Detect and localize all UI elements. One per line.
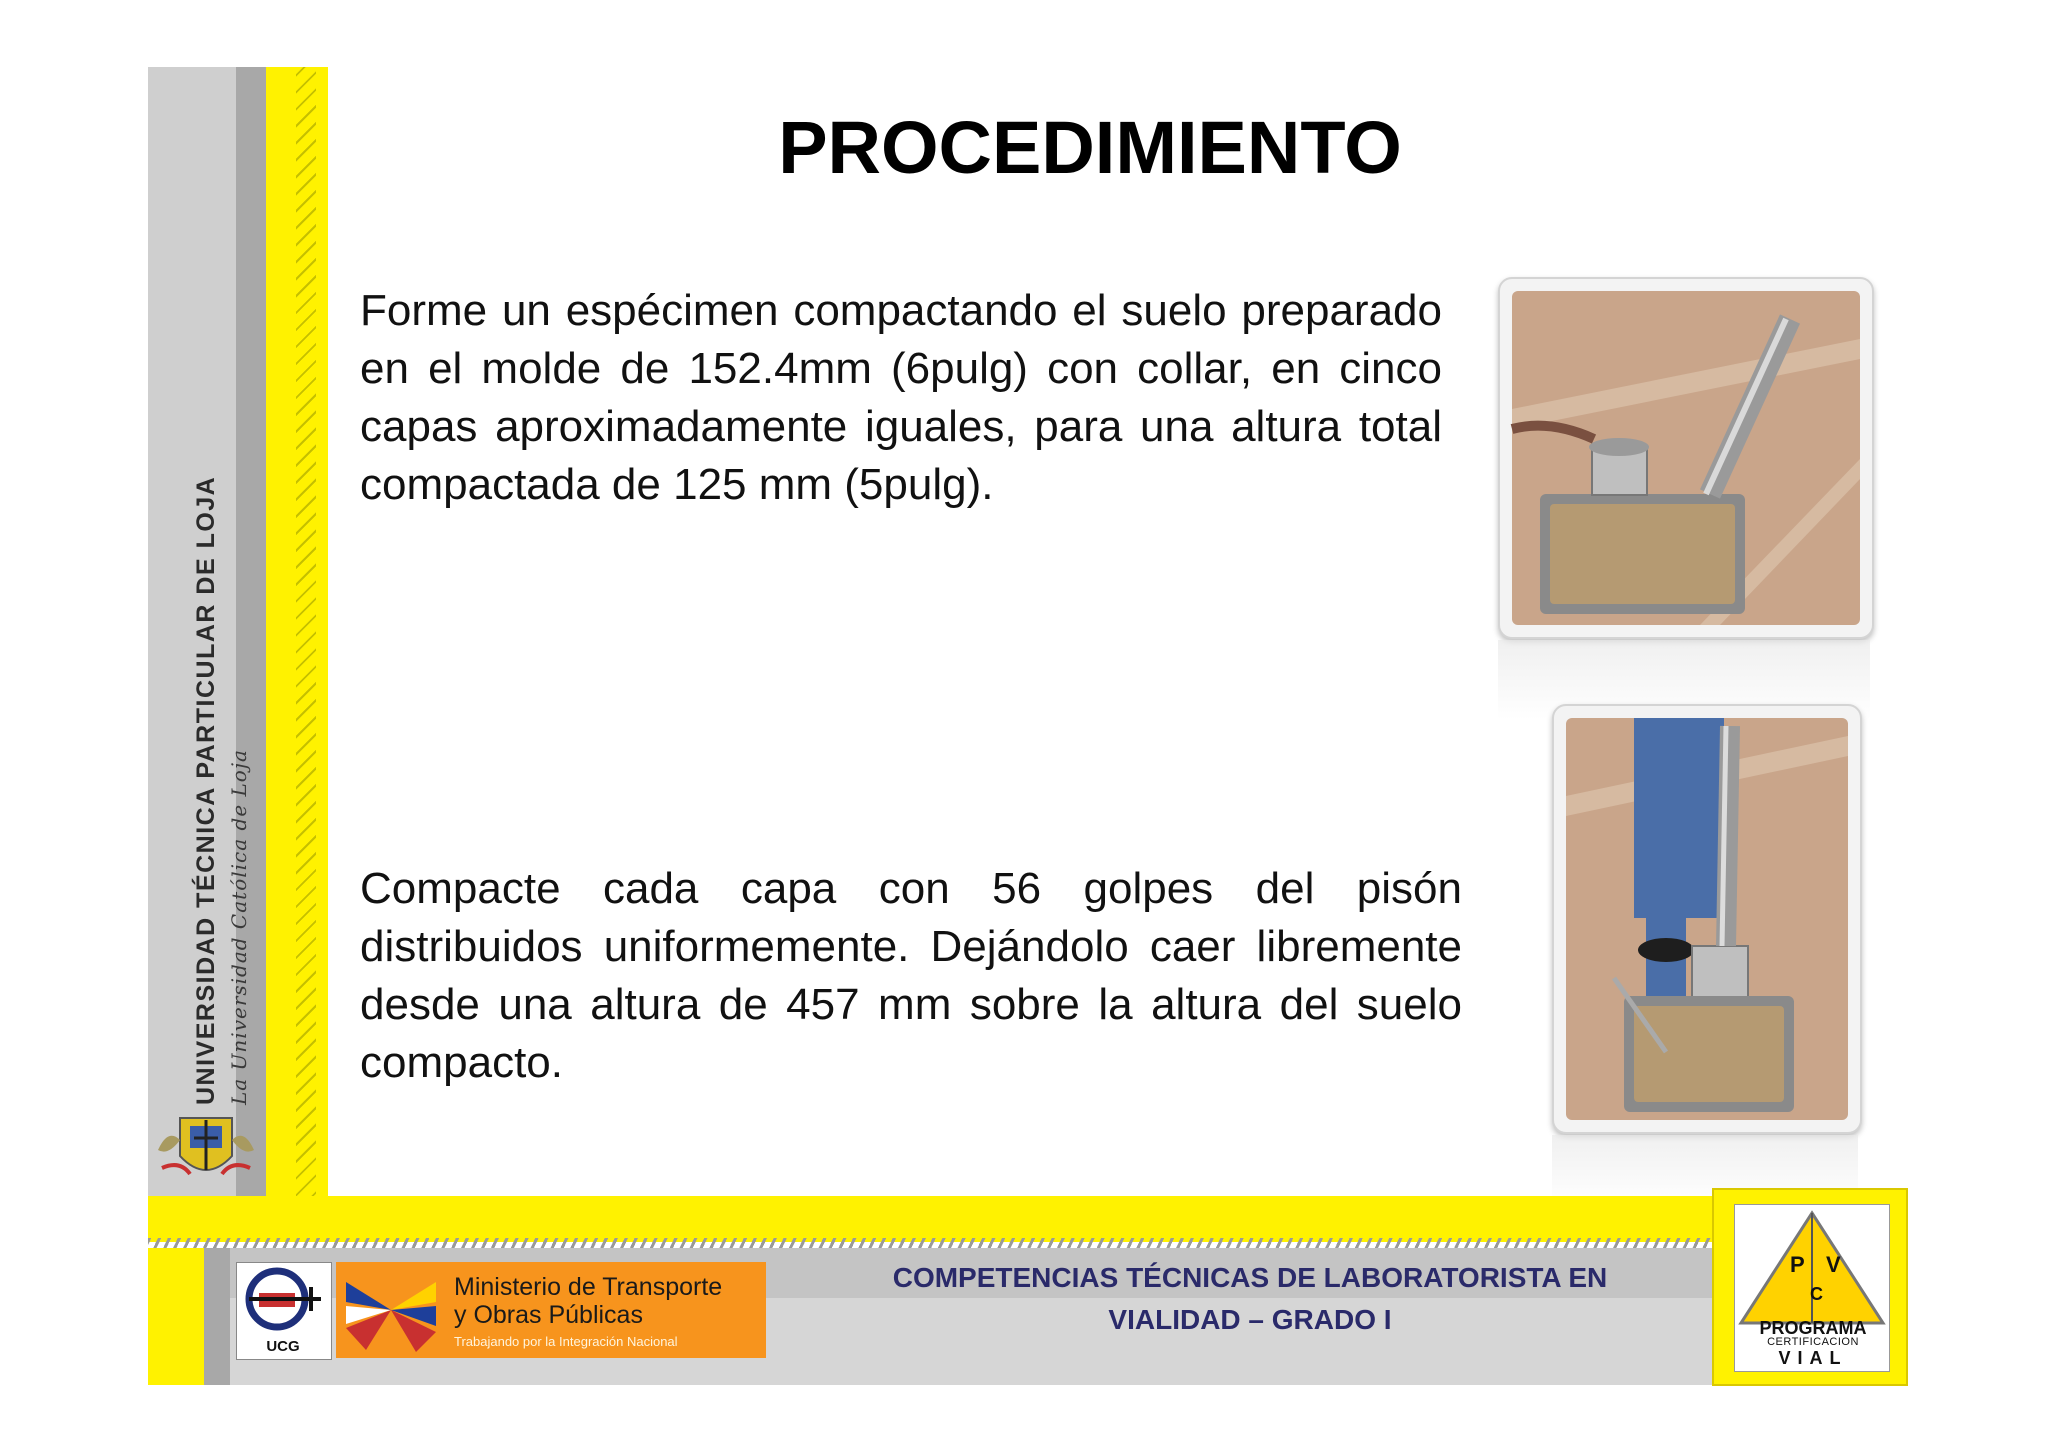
pcv-certificacion-label: CERTIFICACION: [1767, 1336, 1859, 1348]
pcv-letter-c: C: [1810, 1284, 1823, 1304]
pcv-triangle-icon: [1735, 1205, 1889, 1325]
university-crest-icon: [150, 1110, 262, 1188]
pcv-programa-label: PROGRAMA: [1759, 1318, 1867, 1338]
procedure-paragraph-2: Compacte cada capa con 56 golpes del pisón distribuidos uniformemente. Dejándolo caer libremente desde una altura de 457 mm sobre la altura del suelo compacto.: [360, 864, 1462, 1087]
procedure-paragraph-1: Forme un espécimen compactando el suelo preparado en el molde de 152.4mm (6pulg) con collar, en cinco capas aproximadamente iguales, para una altura total compactada de 125 mm (5pulg).: [360, 286, 1442, 509]
pcv-logo: [1712, 1188, 1908, 1386]
course-title-line-1: COMPETENCIAS TÉCNICAS DE LABORATORISTA EN: [892, 1262, 1608, 1293]
course-title-line-2: VIALIDAD – GRADO I: [1108, 1304, 1392, 1335]
university-name: UNIVERSIDAD TÉCNICA PARTICULAR DE LOJA: [192, 475, 220, 1105]
sidebar-zigzag-border: [296, 67, 316, 1209]
page-title: PROCEDIMIENTO: [778, 106, 1402, 189]
footer-left-yellow-block: [148, 1248, 204, 1385]
ministry-tagline: Trabajando por la Integración Nacional: [454, 1334, 678, 1349]
ministry-name-line-2: y Obras Públicas: [454, 1301, 643, 1329]
university-motto: La Universidad Católica de Loja: [227, 749, 251, 1105]
footer-yellow-band: [148, 1196, 1714, 1242]
ucg-label: UCG: [266, 1338, 300, 1355]
footer-dashed-border: [148, 1238, 1714, 1248]
ministry-emblem-icon: [336, 1262, 446, 1358]
photo-mold-compaction: [1498, 277, 1874, 639]
pcv-vial-label: VIAL: [1778, 1348, 1848, 1368]
ministry-name-line-1: Ministerio de Transporte: [454, 1273, 723, 1301]
pcv-letter-p: P: [1790, 1252, 1805, 1277]
university-vertical-label: [192, 476, 251, 1105]
pcv-letter-v: V: [1826, 1252, 1841, 1277]
ucg-emblem-icon: [237, 1263, 331, 1337]
footer-left-gray-block: [204, 1248, 230, 1385]
photo-rammer-compaction: [1552, 704, 1862, 1134]
